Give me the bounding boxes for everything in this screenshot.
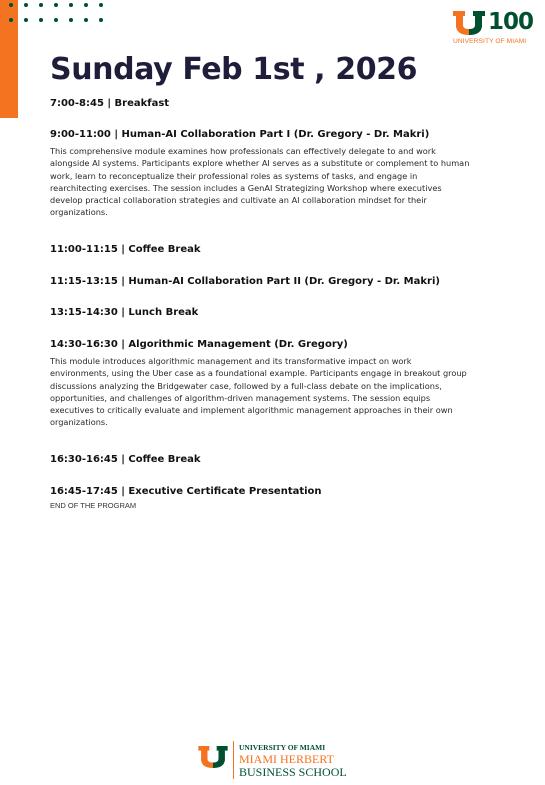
session-heading-algorithmic-management: 14:30-16:30 | Algorithmic Management (Dr. Gregory) bbox=[50, 339, 348, 350]
footer-school-name-line1: MIAMI HERBERT bbox=[239, 752, 334, 766]
decorative-dot bbox=[84, 3, 88, 7]
description-line: organizations. bbox=[50, 417, 108, 428]
decorative-dot bbox=[9, 3, 13, 7]
logo-divider bbox=[233, 741, 234, 779]
decorative-dot bbox=[9, 18, 13, 22]
session-description-algorithmic-management bbox=[50, 355, 492, 429]
session-description-collab-part1 bbox=[50, 145, 492, 219]
footer-university-name: UNIVERSITY OF MIAMI bbox=[239, 743, 326, 752]
session-heading-breakfast: 7:00-8:45 | Breakfast bbox=[50, 98, 170, 109]
decorative-dot bbox=[24, 3, 28, 7]
description-line: This comprehensive module examines how professionals can effectively delegate to and work bbox=[50, 146, 436, 156]
miami-herbert-logo bbox=[197, 741, 357, 781]
end-of-program-note: END OF THE PROGRAM bbox=[50, 501, 137, 510]
um-100-logo bbox=[453, 11, 537, 47]
description-line: executives to critically evaluate and implement algorithmic management approaches in their own bbox=[50, 405, 453, 416]
footer-school-name-line2: BUSINESS SCHOOL bbox=[239, 765, 347, 779]
description-line: develop practical collaboration strategies and cultivate an AI collaboration mindset for their bbox=[50, 195, 427, 206]
decorative-dot bbox=[39, 18, 43, 22]
page-title: Sunday Feb 1st , 2026 bbox=[50, 52, 418, 87]
session-heading-collab-part2: 11:15-13:15 | Human-AI Collaboration Part II (Dr. Gregory - Dr. Makri) bbox=[50, 276, 440, 287]
description-line: alongside AI systems. Participants explore whether AI serves as a substitute or complement to human bbox=[50, 158, 470, 169]
session-heading-collab-part1: 9:00-11:00 | Human-AI Collaboration Part I (Dr. Gregory - Dr. Makri) bbox=[50, 129, 430, 140]
decorative-dot bbox=[69, 18, 73, 22]
decorative-dot bbox=[39, 3, 43, 7]
decorative-dot bbox=[84, 18, 88, 22]
description-line: organizations. bbox=[50, 207, 108, 218]
decorative-dot bbox=[24, 18, 28, 22]
session-heading-coffee-break-1: 11:00-11:15 | Coffee Break bbox=[50, 244, 201, 255]
session-heading-lunch: 13:15-14:30 | Lunch Break bbox=[50, 307, 199, 318]
logo-caption: UNIVERSITY OF MIAMI bbox=[453, 38, 527, 45]
description-line: work, learn to reconceptualize their professional roles as systems of tasks, and engage in bbox=[50, 170, 418, 181]
u-logo-icon bbox=[197, 746, 229, 768]
decorative-dot bbox=[99, 18, 103, 22]
session-heading-certificate: 16:45-17:45 | Executive Certificate Presentation bbox=[50, 486, 322, 497]
decorative-dot bbox=[54, 3, 58, 7]
description-line: This module introduces algorithmic management and its transformative impact on work bbox=[50, 356, 412, 366]
u-logo-icon bbox=[453, 11, 485, 35]
logo-100-text: 100 bbox=[488, 9, 534, 35]
decorative-dot bbox=[54, 18, 58, 22]
description-line: environments, using the Uber case as a foundational example. Participants engage in breakout group bbox=[50, 368, 467, 379]
decorative-dot bbox=[69, 3, 73, 7]
description-line: rearchitecting exercises. The session includes a GenAI Strategizing Workshop where executives bbox=[50, 182, 442, 193]
session-heading-coffee-break-2: 16:30-16:45 | Coffee Break bbox=[50, 454, 201, 465]
description-line: opportunities, and challenges of algorithm-driven management systems. The session equips bbox=[50, 392, 431, 403]
description-line: discussions analyzing the Bridgewater case, followed by a full-class debate on the implications, bbox=[50, 380, 442, 391]
decorative-dot bbox=[99, 3, 103, 7]
